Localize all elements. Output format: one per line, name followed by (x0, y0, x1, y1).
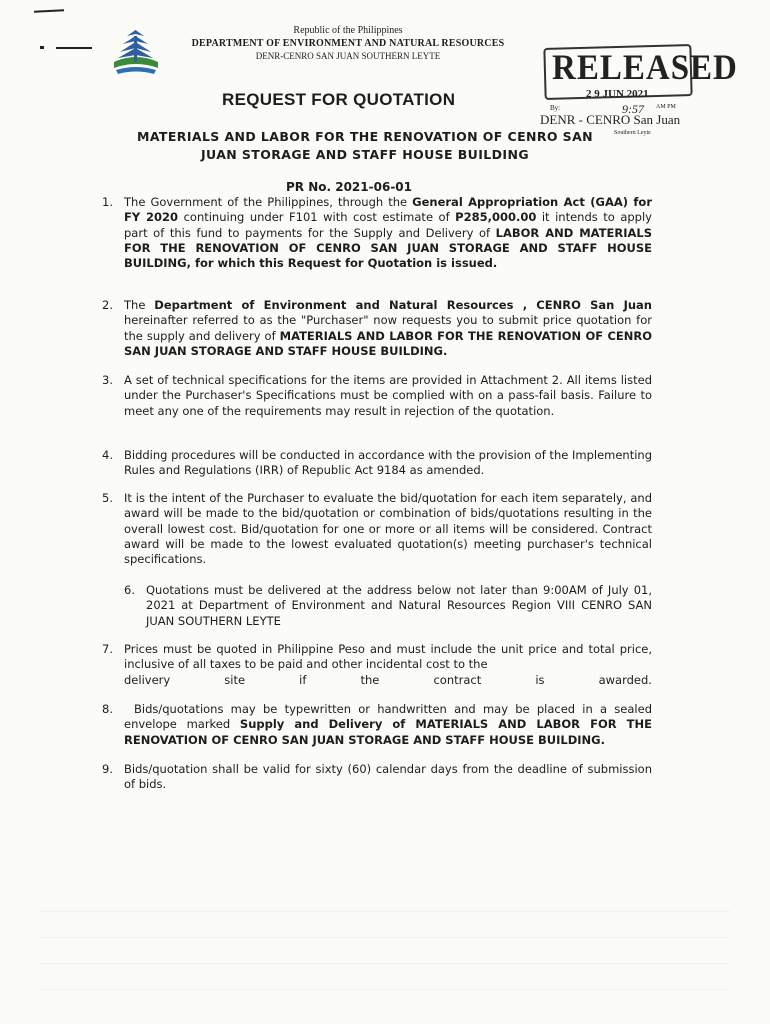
word: contract (433, 672, 482, 687)
clause-bold: P285,000.00 (455, 210, 537, 225)
clause-number: 7. (102, 642, 113, 656)
word: site (224, 672, 246, 687)
word: delivery (124, 672, 171, 687)
word: is (535, 672, 545, 687)
republic-line: Republic of the Philippines (293, 25, 403, 36)
pen-mark (34, 9, 64, 13)
word: if (299, 672, 307, 687)
clause-bold: General Appropriation Act (GAA) for FY 2020 (124, 195, 652, 225)
stamp-date: 2 9 JUN 2021 (586, 88, 649, 100)
clause-3 (102, 373, 652, 419)
stamp-word: RELEASED (552, 48, 738, 88)
bleed-through (40, 900, 730, 990)
clause-text: Quotations must be delivered at the address below not later than 9:00AM of July 01, 2021 at Department of Environment and Natural Resources Region VIII CENRO SAN JUAN SOUTHERN LEYTE (146, 583, 652, 628)
clause-8 (102, 702, 653, 748)
stamp-by-label: By: (550, 104, 561, 112)
subtitle-line-2: JUAN STORAGE AND STAFF HOUSE BUILDING (200, 147, 529, 162)
letterhead-text (108, 24, 588, 62)
clause-text: continuing under F101 with cost estimate of (178, 210, 456, 225)
clause-number: 9. (102, 762, 113, 776)
department-line: DEPARTMENT OF ENVIRONMENT AND NATURAL RESOURCES (191, 38, 505, 49)
clause-text: The (124, 298, 155, 312)
clause-bold: MATERIALS AND LABOR FOR THE RENOVATION OF CENRO SAN JUAN STORAGE AND STAFF HOUSE BUILDING. (124, 328, 652, 358)
clause-bold: Supply and Delivery of MATERIALS AND LABOR FOR THE RENOVATION OF CENRO SAN JUAN STORAGE AND STAFF HOUSE BUILDING. (124, 717, 653, 747)
letterhead (108, 22, 548, 82)
clause-number: 2. (102, 298, 113, 312)
clause-text: It is the intent of the Purchaser to evaluate the bid/quotation for each item separately, and award will be made to the bid/quotation or combination of bids/quotations resulting in the overall lowest cost. Bid/quotation for one or more or all items will be considered. Contract award will be made to the lowest evaluated quotation(s) meeting purchaser's technical specifications. (124, 491, 652, 567)
clause-text: Prices must be quoted in Philippine Peso and must include the unit price and total price, inclusive of all taxes to be paid and other incidental cost to the (124, 642, 652, 672)
clause-text: Bidding procedures will be conducted in accordance with the provision of the Implementing Rules and Regulations (IRR) of Republic Act 9184 as amended. (124, 448, 652, 478)
document-subtitle (60, 128, 670, 164)
clause-number: 8. (102, 702, 113, 716)
clause-7 (102, 642, 652, 688)
pen-dot (40, 46, 44, 49)
clause-4 (102, 448, 652, 479)
clause-text: hereinafter referred to as the "Purchaser" now requests you to submit price quotation for the supply and delivery of (124, 313, 652, 343)
document-title: REQUEST FOR QUOTATION (222, 90, 456, 109)
office-line: DENR-CENRO SAN JUAN SOUTHERN LEYTE (255, 51, 441, 61)
clause-text: it intends to apply part of this fund to payments for the Supply and Delivery of (124, 210, 652, 240)
clause-bold: Department of Environment and Natural Resources , CENRO San Juan (154, 298, 652, 312)
clause-5 (102, 491, 652, 567)
clause-1 (102, 195, 652, 271)
clause-number: 6. (124, 583, 135, 597)
clause-number: 5. (102, 491, 113, 505)
clause-6 (124, 583, 652, 629)
word: the (360, 672, 380, 687)
clause-2 (102, 298, 652, 359)
subtitle-line-1: MATERIALS AND LABOR FOR THE RENOVATION OF CENRO SAN (136, 129, 594, 144)
clause-last-line (124, 673, 652, 688)
pen-stroke (56, 47, 92, 49)
clause-text: A set of technical specifications for the items are provided in Attachment 2. All items listed under the Purchaser's Specifications must be complied with on a pass-fail basis. Failure to meet any one of the requirements may result in rejection of the quotation. (124, 373, 652, 418)
clause-number: 4. (102, 448, 113, 462)
clause-text: The Government of the Philippines, through the (124, 195, 413, 209)
stamp-office: DENR - CENRO San Juan (540, 112, 681, 127)
word: awarded. (598, 672, 652, 687)
clause-text: Bids/quotations may be typewritten or handwritten and may be placed in a sealed envelope marked (124, 702, 652, 732)
clause-bold: LABOR AND MATERIALS FOR THE RENOVATION OF CENRO SAN JUAN STORAGE AND STAFF HOUSE BUILDING, for which this Request for Quotation is issued. (124, 225, 652, 271)
clause-number: 1. (102, 195, 113, 209)
clause-9 (102, 762, 652, 793)
pr-number: PR No. 2021-06-01 (286, 180, 412, 194)
stamp-region: Southern Leyte (614, 130, 651, 136)
clause-text: Bids/quotation shall be valid for sixty (60) calendar days from the deadline of submission of bids. (124, 762, 652, 792)
stamp-ampm: AM PM (656, 104, 676, 110)
clause-number: 3. (102, 373, 113, 387)
stamp-time: 9:57 (622, 102, 644, 116)
